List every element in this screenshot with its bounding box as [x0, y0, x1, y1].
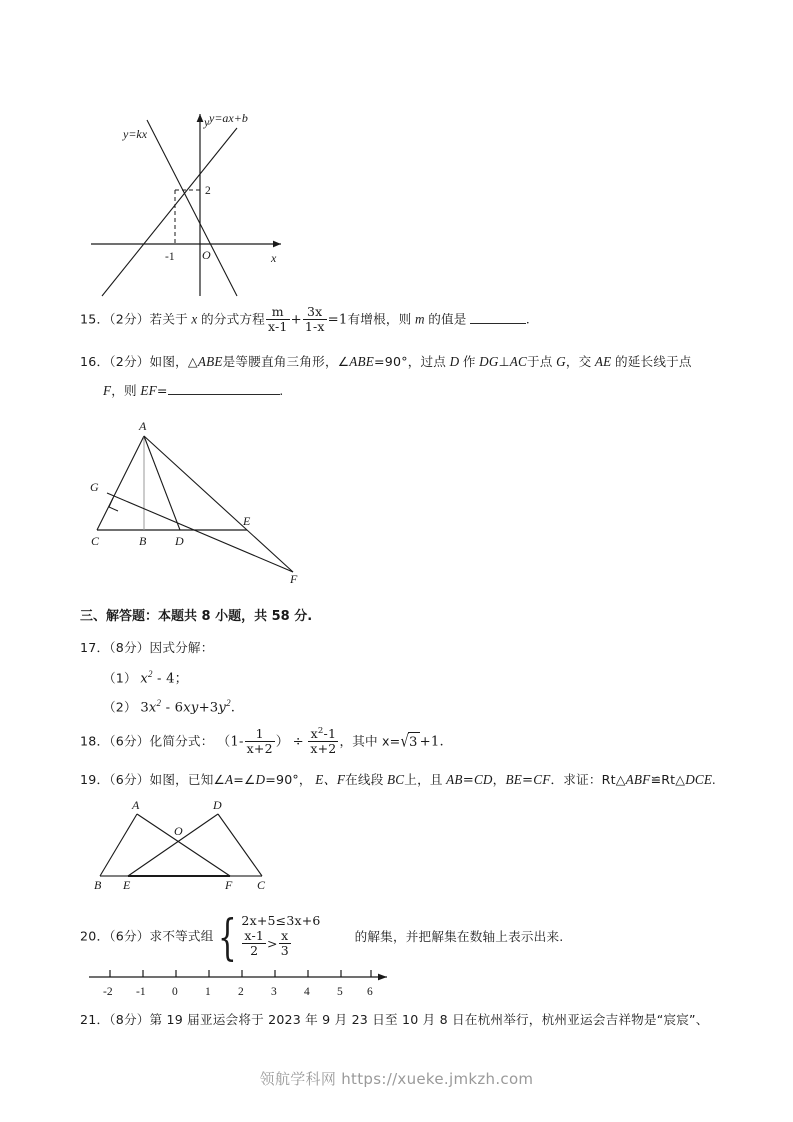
q15-text-b: 的分式方程: [200, 311, 265, 327]
q16-text-i: ，交: [565, 354, 592, 369]
question-19: 19．（6分）如图，已知∠A=∠D=90°， E、F在线段 BC上，且 AB=CD，BE=CF．求证：Rt△ABF≌Rt△DCE.: [80, 772, 716, 788]
numberline-tick-2: 2: [238, 986, 244, 998]
q20-text-b: 的解集，并把解集在数轴上表示出来.: [354, 928, 564, 944]
q16-text-j: 的延长线于点: [614, 354, 692, 369]
q16-text-b: 是等腰直角三角形，∠: [222, 354, 350, 369]
q18-frac2-num-tail: -1: [323, 726, 337, 742]
q17-sub2-y-exponent: 2: [226, 698, 231, 708]
q15-fraction-1: [266, 305, 290, 334]
watermark: [0, 1068, 793, 1089]
q19-text-rt2: Rt△: [661, 772, 686, 787]
question-21: 21．（8分）第 19 届亚运会将于 2023 年 9 月 23 日至 10 月 8 日在杭州举行，杭州亚运会吉祥物是“宸宸”、: [80, 1012, 709, 1027]
question-18: 18．（6分）化简分式： （1- $\frac{1}{x+2}$ ） ÷ $\frac{x^2-1}{x+2}$ ，其中 x=√3 +1.: [80, 726, 444, 757]
q15-marks: （2分）: [109, 311, 150, 327]
numberline-tick-6: 6: [367, 986, 373, 998]
graph-origin-label: O: [202, 248, 211, 262]
question-17-sub1: [103, 668, 188, 690]
q19-label-C: C: [257, 878, 266, 892]
q17-sub2-plus: +3: [198, 700, 219, 716]
q16-point-f: F: [103, 383, 112, 398]
q16-text-a: 如图，△: [149, 354, 198, 369]
q16-label-G: G: [90, 480, 99, 494]
q18-radical-sign: √: [400, 732, 410, 752]
q18-frac2-denominator: x+2: [310, 741, 337, 757]
watermark-site-name: 领航学科网: [259, 1070, 337, 1088]
q16-seg-ae: AE: [594, 354, 612, 369]
question-20: 20．（6分）求不等式组 { 2x+5≤3x+6 $\frac{x-1}{2}$ > $\frac{x}{3}$ 的解集，并把解集在数轴上表示出来.: [80, 908, 564, 966]
q19-angle-a: A: [225, 772, 234, 787]
q16-text-g: 于点: [527, 354, 553, 369]
q15-fraction-2: [303, 305, 327, 334]
q17-number: 17: [80, 640, 97, 655]
question-15: 15．（2分）若关于 x 的分式方程 $\frac{m}{x-1}$ + $\frac{3x}{1-x}$ =1有增根，则 m 的值是 .: [80, 304, 530, 334]
numberline-tick-4: 4: [304, 986, 310, 998]
q18-frac2-num-x: x: [310, 726, 318, 742]
q17-sub1-exponent: 2: [147, 669, 153, 679]
q19-label-F: F: [225, 878, 233, 892]
q19-period: .: [712, 772, 716, 787]
q18-divide: ÷: [292, 734, 304, 750]
q19-label-D: D: [213, 798, 222, 812]
question-16-line1: 16．（2分）如图，△ABE是等腰直角三角形，∠ABE=90°，过点 D 作 DG⊥AC于点 G，交 AE 的延长线于点: [80, 354, 692, 369]
q18-text: 化简分式：: [149, 733, 214, 749]
q16-label-D: D: [175, 534, 184, 548]
q18-frac1-numerator: 1: [255, 726, 264, 742]
q20-frac-left-numerator: x-1: [244, 928, 265, 944]
q19-points-ef: E、F: [315, 772, 346, 787]
q15-var2: m: [414, 311, 425, 327]
q16-equals: =: [156, 383, 168, 398]
graph-tick-x-label: -1: [165, 251, 175, 263]
q16-seg-ef: EF: [140, 383, 157, 398]
graph-axis-x-label: x: [271, 251, 277, 265]
q18-sqrt-value: 3: [408, 732, 420, 753]
q15-frac2-numerator: 3x: [307, 304, 323, 319]
graph-tick-y-label: 2: [205, 185, 211, 197]
q17-sub1-expr-x: x: [140, 671, 148, 687]
q20-greater-than: >: [267, 936, 278, 952]
q16-point-g: G: [556, 354, 566, 369]
question-17-sub2: [103, 697, 235, 719]
q19-label-E: E: [123, 878, 131, 892]
q20-number: 20: [80, 928, 97, 944]
q17-sub2-x: x: [148, 700, 157, 716]
q20-frac-right: [279, 929, 291, 958]
q15-text-d: 的值是: [428, 311, 467, 327]
q21-number: 21: [80, 1012, 97, 1027]
q18-marks: （6分）: [109, 733, 150, 749]
q16-label-E: E: [243, 514, 251, 528]
q18-close-paren: ）: [275, 734, 290, 750]
q15-var: x: [191, 311, 198, 327]
q18-number: 18: [80, 733, 97, 749]
q19-seg-cd: CD: [473, 772, 493, 787]
q19-triangle-abf: ABF: [625, 772, 651, 787]
numberline-tick-5: 5: [337, 986, 343, 998]
graph-line1-label: y=kx: [123, 127, 148, 141]
q17-sub2-period: .: [230, 700, 236, 716]
q19-eq-2: =: [521, 773, 534, 788]
q17-sub1-expr-tail: - 4；: [152, 671, 189, 687]
q19-triangle-dce: DCE: [685, 772, 713, 787]
section-3-heading: 三、解答题：本题共 8 小题，共 58 分.: [80, 609, 313, 624]
q19-congruent-symbol: ≌: [650, 772, 662, 787]
q18-open-paren: （1-: [217, 734, 244, 750]
q19-label-A: A: [132, 798, 140, 812]
numberline-tick-3: 3: [271, 986, 277, 998]
q16-perp: ⊥: [498, 354, 510, 369]
numberline-tick-1: 1: [205, 986, 211, 998]
q19-seg-cf: CF: [533, 772, 551, 787]
q19-text-d: 在线段: [345, 772, 384, 787]
q17-sub2-xy: xy: [183, 700, 199, 716]
q16-period: .: [279, 383, 284, 398]
q19-eq-1: =: [462, 773, 474, 788]
q16-label-A: A: [139, 419, 147, 433]
congruent-triangles-figure: [85, 795, 285, 890]
q19-text-a: 如图，已知∠: [149, 772, 225, 787]
q20-frac-left-denominator: 2: [242, 943, 266, 958]
q19-text-e: 上，且: [404, 772, 443, 787]
q16-answer-blank[interactable]: [168, 381, 280, 395]
q20-frac-left: [242, 929, 266, 958]
q15-frac2-denominator: 1-x: [304, 319, 325, 334]
q18-frac2-num-exponent: 2: [317, 726, 324, 736]
q16-seg-ac: AC: [509, 354, 527, 369]
q18-text-where: ，其中 x=: [339, 733, 401, 749]
q17-sub2-y: y: [218, 700, 227, 716]
q15-plus: +: [290, 312, 302, 328]
linear-functions-graph: [85, 100, 315, 300]
q19-seg-be: BE: [505, 772, 522, 787]
q18-fraction-2: [308, 727, 338, 756]
q16-seg-dg: DG: [479, 354, 499, 369]
q16-text-e: 作: [462, 354, 476, 369]
number-line: [85, 962, 405, 1002]
question-16-line2: [103, 381, 283, 401]
q19-seg-bc: BC: [387, 772, 405, 787]
q16-marks: （2分）: [109, 354, 150, 369]
q16-triangle-abe: ABE: [197, 354, 223, 369]
q19-label-B: B: [94, 878, 102, 892]
q19-number: 19: [80, 772, 97, 787]
watermark-url: https://xueke.jmkzh.com: [341, 1070, 534, 1088]
q17-marks: （8分）: [109, 640, 150, 655]
q15-period: .: [526, 311, 530, 327]
q17-text: 因式分解：: [149, 640, 214, 655]
numberline-tick-0: 0: [172, 986, 178, 998]
q20-inequality-row-2: [241, 930, 320, 959]
q15-number: 15: [80, 311, 97, 327]
q16-label-C: C: [91, 534, 100, 548]
q18-frac2-numerator: [308, 727, 338, 741]
q19-text-b: =∠: [233, 772, 256, 787]
q20-inequality-system: { 2x+5≤3x+6 $\frac{x-1}{2}$ > $\frac{x}{3}$: [217, 908, 321, 966]
numberline-tick--2: -2: [103, 986, 113, 998]
q20-marks: （6分）: [109, 928, 150, 944]
q17-sub1-label: （1）: [103, 670, 137, 686]
q20-frac-right-denominator: 3: [280, 943, 289, 959]
q20-inequality-row-1: 2x+5≤3x+6: [241, 913, 321, 928]
q15-frac1-numerator: m: [271, 304, 284, 319]
q19-text-c: =90°，: [265, 772, 312, 787]
q16-text-then: ，则: [111, 383, 137, 398]
q15-text-c: 有增根，则: [347, 311, 412, 327]
q17-sub2-coef: 3: [140, 700, 149, 716]
q15-equals: =1: [327, 312, 348, 328]
q17-sub2-minus: - 6: [161, 700, 184, 716]
graph-axis-y-label: y: [204, 115, 210, 129]
graph-line2-label: y=ax+b: [209, 111, 248, 125]
q17-sub2-x-exponent: 2: [156, 698, 162, 708]
q19-seg-ab: AB: [446, 772, 463, 787]
isosceles-right-triangle-figure: [85, 415, 335, 590]
q16-point-d: D: [449, 354, 460, 369]
q19-label-O: O: [174, 824, 183, 838]
q19-comma: ，: [492, 772, 506, 787]
q21-text: 第 19 届亚运会将于 2023 年 9 月 23 日至 10 月 8 日在杭州举行，杭州亚运会吉祥物是“宸宸”、: [149, 1012, 709, 1027]
q20-text-a: 求不等式组: [149, 928, 214, 944]
q18-frac1-denominator: x+2: [246, 741, 273, 757]
q15-frac1-denominator: x-1: [267, 319, 288, 334]
question-17: 17．（8分）因式分解：: [80, 640, 214, 655]
q19-angle-d: D: [255, 772, 266, 787]
q20-frac-right-numerator: x: [281, 928, 289, 944]
q15-text-a: 若关于: [149, 311, 188, 327]
q17-sub2-label: （2）: [103, 699, 137, 715]
q18-fraction-1: [245, 727, 275, 756]
q16-label-B: B: [139, 534, 147, 548]
q18-text-tail: +1.: [419, 734, 444, 750]
numberline-tick--1: -1: [136, 986, 146, 998]
q21-marks: （8分）: [109, 1012, 150, 1027]
q16-angle-abe: ABE: [349, 354, 375, 369]
q19-marks: （6分）: [109, 772, 150, 787]
q15-answer-blank[interactable]: [470, 310, 526, 324]
q19-text-prove: ．求证：Rt△: [550, 772, 626, 787]
q16-number: 16: [80, 354, 97, 369]
q16-label-F: F: [290, 572, 298, 586]
q16-text-c: =90°，过点: [374, 354, 447, 369]
